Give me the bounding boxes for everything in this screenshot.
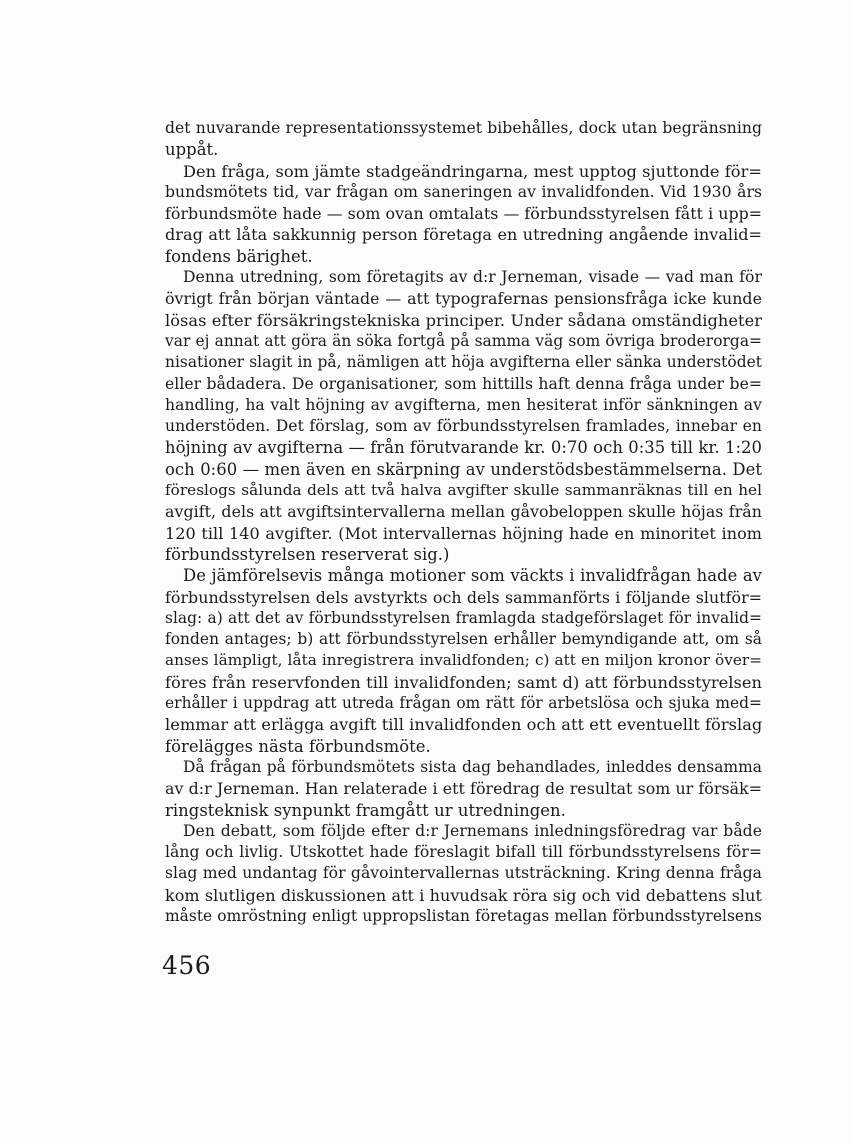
text-line: erhåller i uppdrag att utreda frågan om rätt för arbetslösa och sjuka med= bbox=[165, 694, 762, 713]
text-line: och 0:60 — men även en skärpning av understödsbestämmelserna. Det bbox=[165, 459, 762, 479]
text-line: förelägges nästa förbundsmöte. bbox=[165, 736, 431, 756]
text-line: slag: a) att det av förbundsstyrelsen framlagda stadgeförslaget för invalid= bbox=[165, 608, 762, 627]
text-line: lösas efter försäkringstekniska principer. Under sådana omständigheter bbox=[165, 310, 762, 330]
text-line: 120 till 140 avgifter. (Mot intervallernas höjning hade en minoritet inom bbox=[165, 523, 762, 543]
text-line: höjning av avgifterna — från förutvarande kr. 0:70 och 0:35 till kr. 1:20 bbox=[165, 438, 762, 458]
text-line: måste omröstning enligt uppropslistan företagas mellan förbundsstyrelsens bbox=[165, 906, 762, 925]
text-line: slag med undantag för gåvointervallernas utsträckning. Kring denna fråga bbox=[165, 864, 762, 883]
text-line: förbundsmöte hade — som ovan omtalats — förbundsstyrelsen fått i upp= bbox=[165, 204, 763, 224]
text-line: föreslogs sålunda dels att två halva avgifter skulle sammanräknas till en hel bbox=[165, 481, 762, 500]
paragraph-first-line: De jämförelsevis många motioner som väckts i invalidfrågan hade av bbox=[183, 566, 762, 586]
text-line: lemmar att erlägga avgift till invalidfonden och att ett eventuellt förslag bbox=[165, 715, 763, 735]
text-line: drag att låta sakkunnig person företaga en utredning angående invalid= bbox=[165, 225, 762, 245]
paragraph-first-line: Den fråga, som jämte stadgeändringarna, mest upptog sjuttonde för= bbox=[183, 161, 762, 181]
text-line: anses lämpligt, låta inregistrera invalidfonden; c) att en miljon kronor över= bbox=[165, 651, 762, 670]
text-line: understöden. Det förslag, som av förbundsstyrelsen framlades, innebar en bbox=[165, 417, 762, 436]
body-text bbox=[165, 118, 762, 927]
text-line: avgift, dels att avgiftsintervallerna mellan gåvobeloppen skulle höjas från bbox=[165, 502, 762, 522]
text-line: uppåt. bbox=[165, 140, 219, 160]
text-line: förbundsstyrelsen dels avstyrkts och dels sammanförts i följande slutför= bbox=[165, 587, 762, 607]
text-line: ringsteknisk synpunkt framgått ur utredningen. bbox=[165, 800, 566, 820]
text-line: det nuvarande representationssystemet bibehålles, dock utan begränsning bbox=[165, 119, 762, 137]
text-line: bundsmötets tid, var frågan om saneringen av invalidfonden. Vid 1930 års bbox=[165, 182, 762, 201]
text-line: förbundsstyrelsen reserverat sig.) bbox=[165, 544, 450, 564]
text-line: nisationer slagit in på, nämligen att höja avgifterna eller sänka understödet bbox=[165, 353, 762, 372]
text-line: av d:r Jerneman. Han relaterade i ett föredrag de resultat som ur försäk= bbox=[165, 779, 762, 799]
text-line: fondens bärighet. bbox=[165, 246, 313, 266]
paragraph-first-line: Den debatt, som följde efter d:r Jernemans inledningsföredrag var både bbox=[183, 821, 762, 840]
text-line: övrigt från början väntade — att typografernas pensionsfråga icke kunde bbox=[165, 289, 762, 309]
text-line: fonden antages; b) att förbundsstyrelsen erhåller bemyndigande att, om så bbox=[165, 630, 762, 649]
text-line: handling, ha valt höjning av avgifterna, men hesiterat inför sänkningen av bbox=[165, 395, 762, 414]
paragraph-first-line: Då frågan på förbundsmötets sista dag behandlades, inleddes densamma bbox=[183, 757, 762, 776]
text-line: eller bådadera. De organisationer, som hittills haft denna fråga under be= bbox=[165, 374, 762, 393]
page-number: 456 bbox=[162, 951, 212, 980]
text-line: lång och livlig. Utskottet hade föreslagit bifall till förbundsstyrelsens för= bbox=[165, 843, 762, 862]
paragraph-first-line: Denna utredning, som företagits av d:r Jerneman, visade — vad man för bbox=[183, 268, 762, 287]
text-line: var ej annat att göra än söka fortgå på samma väg som övriga broderorga= bbox=[165, 331, 762, 350]
text-line: föres från reservfonden till invalidfonden; samt d) att förbundsstyrelsen bbox=[165, 672, 762, 692]
text-line: kom slutligen diskussionen att i huvudsak röra sig och vid debattens slut bbox=[165, 885, 762, 905]
